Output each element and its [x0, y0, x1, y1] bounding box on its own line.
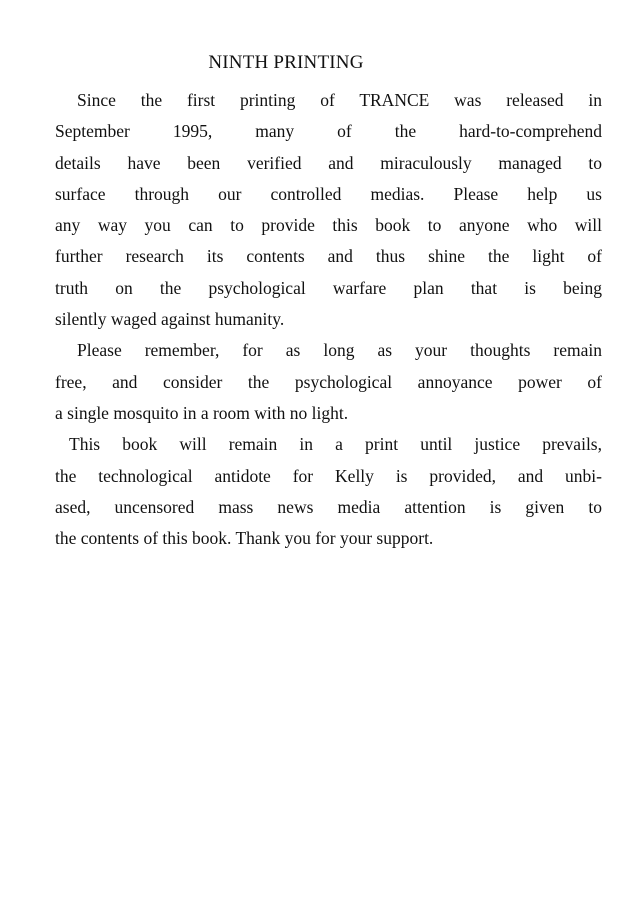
text-line: Please remember, for as long as your thoughts remain [77, 340, 602, 361]
text-line: September 1995, many of the hard-to-comprehend [55, 121, 602, 142]
text-line: the contents of this book. Thank you for your support. [55, 528, 434, 549]
text-line: further research its contents and thus shine the light of [55, 246, 602, 267]
text-line: a single mosquito in a room with no light. [55, 402, 349, 423]
page-title: NINTH PRINTING [208, 52, 364, 73]
text-line: This book will remain in a print until justice prevails, [69, 434, 602, 455]
text-line: details have been verified and miraculously managed to [55, 152, 602, 173]
text-line: ased, uncensored mass news media attention is given to [55, 496, 602, 517]
text-line: Since the first printing of TRANCE was released in [77, 90, 602, 110]
body-text [55, 85, 602, 554]
text-line: truth on the psychological warfare plan that is being [55, 277, 602, 298]
text-line: the technological antidote for Kelly is provided, and unbi- [55, 465, 602, 486]
text-line: surface through our controlled medias. Please help us [55, 183, 602, 204]
text-line: silently waged against humanity. [55, 309, 285, 330]
text-line: any way you can to provide this book to anyone who will [55, 215, 602, 236]
text-line: free, and consider the psychological annoyance power of [55, 371, 602, 392]
